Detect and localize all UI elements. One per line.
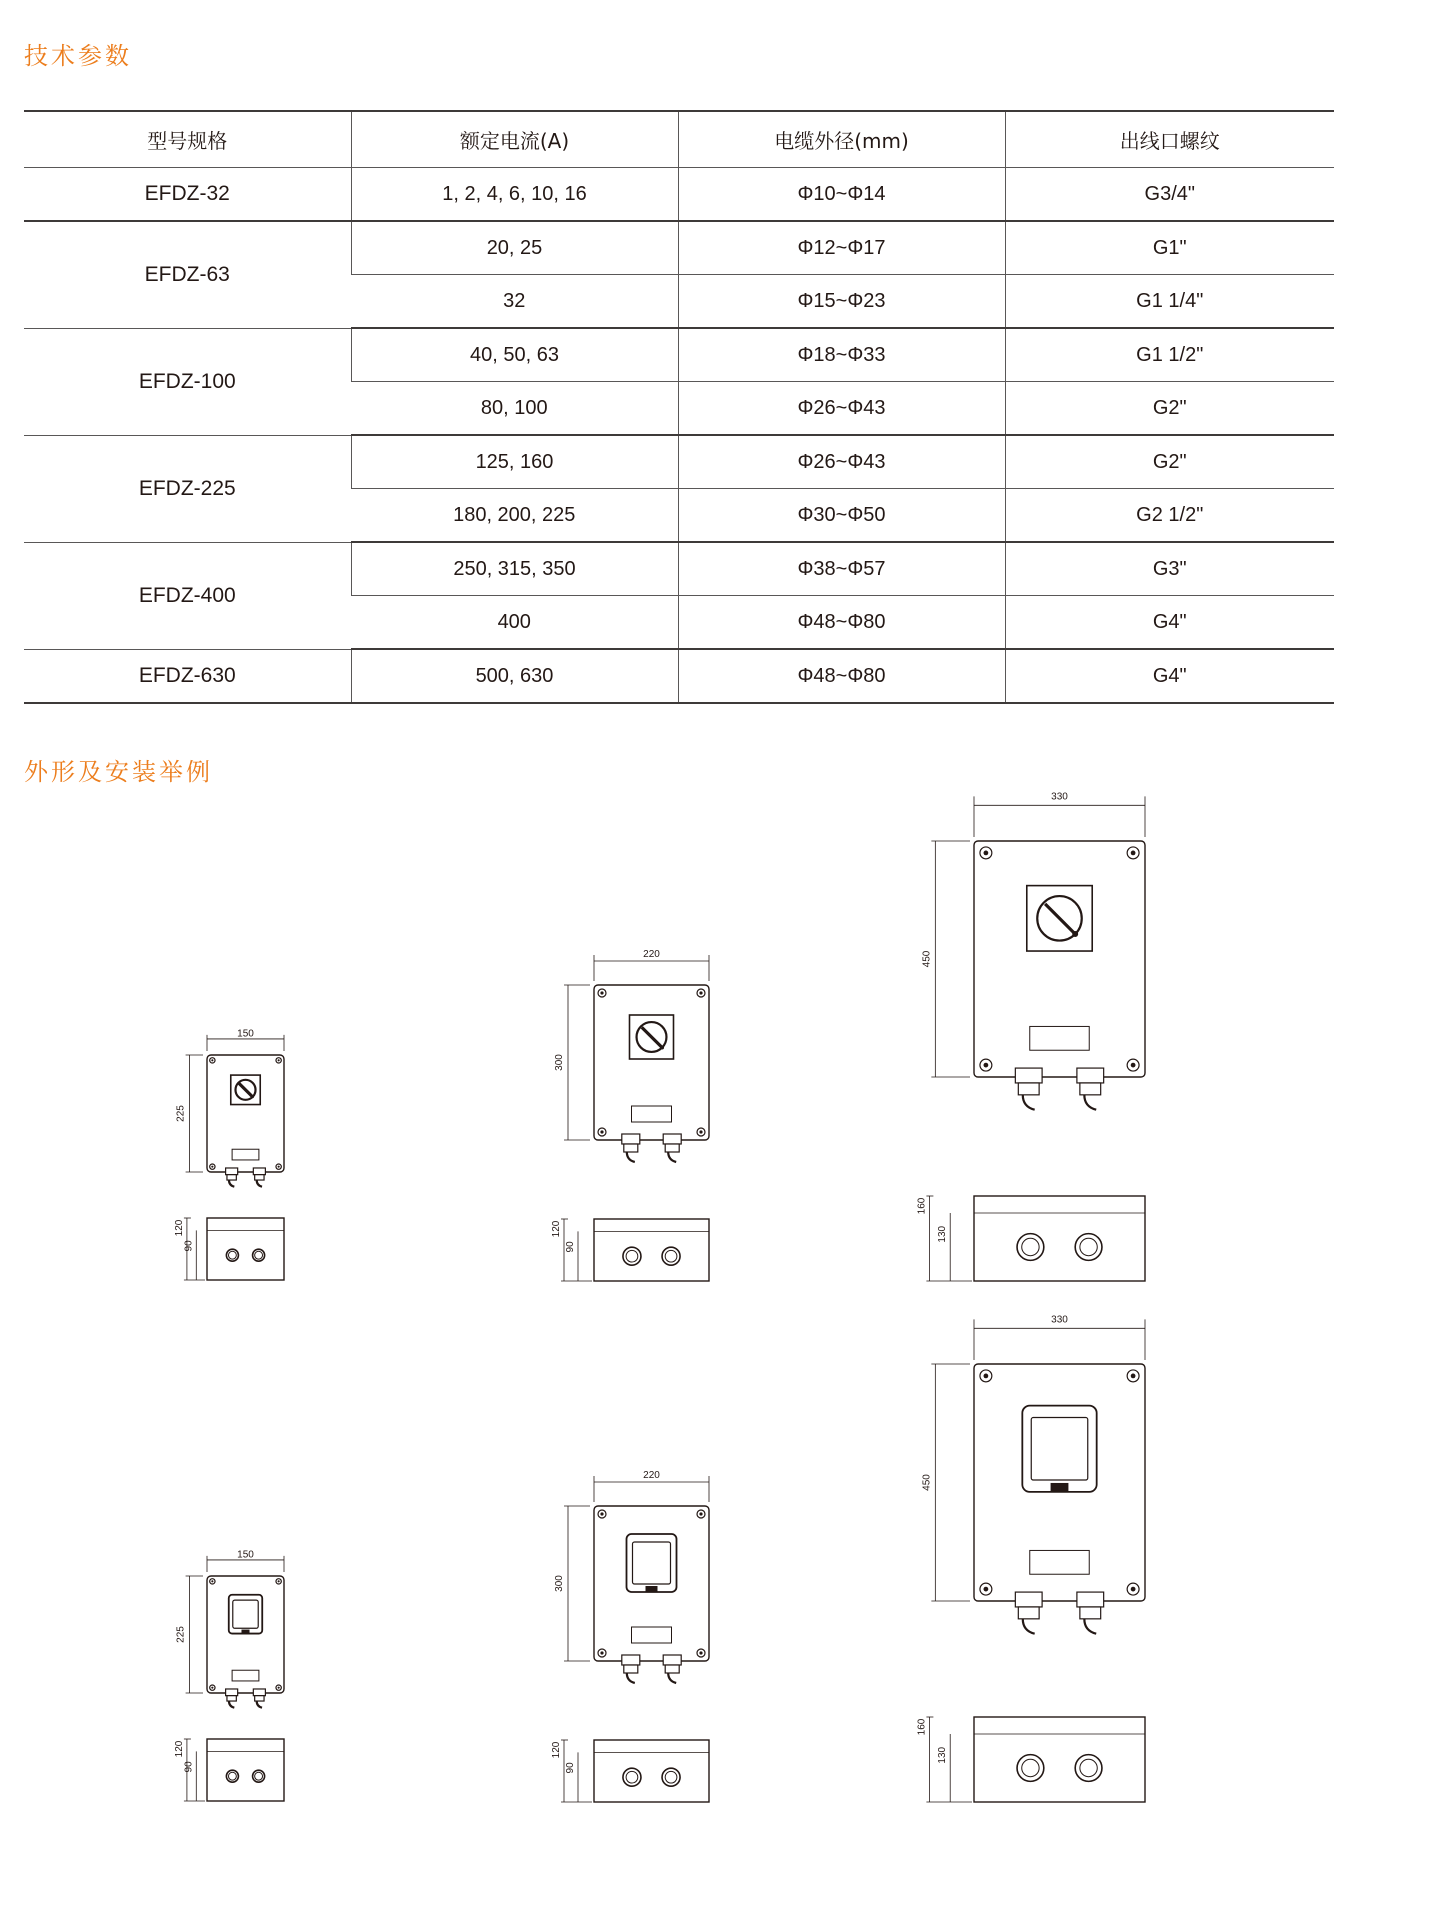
- current-cell: 180, 200, 225: [351, 489, 678, 543]
- cable-gland-icon: [1015, 1592, 1042, 1607]
- cable: [1023, 1619, 1035, 1634]
- cable-gland-icon: [663, 1134, 681, 1144]
- model-cell: EFDZ-400: [24, 542, 351, 649]
- model-cell: EFDZ-225: [24, 435, 351, 542]
- thread-cell: G3/4": [1005, 168, 1334, 222]
- gland-opening-inner: [1080, 1238, 1097, 1255]
- cable: [627, 1673, 635, 1683]
- thread-cell: G4": [1005, 649, 1334, 703]
- model-cell: EFDZ-100: [24, 328, 351, 435]
- cable: [229, 1701, 234, 1708]
- current-cell: 20, 25: [351, 221, 678, 275]
- cable-cell: Φ26~Φ43: [678, 382, 1005, 436]
- cable-gland-nut: [227, 1696, 236, 1701]
- side-view-body: [594, 1740, 709, 1802]
- width-dimension-label: 150: [237, 1549, 254, 1561]
- cable-gland-icon: [1077, 1068, 1104, 1083]
- screw-center: [211, 1166, 213, 1168]
- side-view-body: [974, 1717, 1145, 1802]
- model-cell: EFDZ-32: [24, 168, 351, 222]
- gland-opening-inner: [255, 1772, 263, 1780]
- side-view-body: [594, 1219, 709, 1281]
- window-latch: [646, 1586, 658, 1592]
- thread-cell: G2": [1005, 435, 1334, 489]
- cable: [229, 1180, 234, 1187]
- depth-body-label: 90: [183, 1761, 195, 1773]
- cable-gland-nut: [1018, 1607, 1039, 1619]
- screw-center: [211, 1687, 213, 1689]
- thread-cell: G2 1/2": [1005, 489, 1334, 543]
- depth-body-label: 130: [937, 1746, 949, 1764]
- depth-total-label: 160: [916, 1197, 928, 1215]
- screw-center: [984, 1374, 989, 1379]
- thread-cell: G1 1/2": [1005, 328, 1334, 382]
- width-dimension-label: 220: [643, 949, 660, 960]
- model-cell: EFDZ-630: [24, 649, 351, 703]
- nameplate: [632, 1106, 672, 1122]
- cable-gland-icon: [226, 1689, 238, 1696]
- thread-cell: G4": [1005, 596, 1334, 650]
- cable-gland-nut: [665, 1144, 679, 1152]
- screw-center: [600, 1512, 603, 1515]
- cable-gland-nut: [1080, 1083, 1101, 1095]
- cable-gland-nut: [1018, 1083, 1039, 1095]
- gland-opening-inner: [1080, 1759, 1097, 1776]
- header-thread: 出线口螺纹: [1005, 111, 1334, 168]
- cable-gland-icon: [663, 1655, 681, 1665]
- width-dimension-label: 150: [237, 1028, 254, 1040]
- screw-center: [1131, 851, 1136, 856]
- header-model: 型号规格: [24, 111, 351, 168]
- depth-total-label: 120: [173, 1219, 185, 1237]
- cable-gland-icon: [622, 1655, 640, 1665]
- screw-center: [1131, 1587, 1136, 1592]
- cable: [257, 1180, 262, 1187]
- rotary-dot: [251, 1096, 254, 1099]
- gland-opening-inner: [255, 1251, 263, 1259]
- screw-center: [699, 1651, 702, 1654]
- enclosure-drawing: [916, 1314, 1145, 1802]
- depth-total-label: 160: [916, 1718, 928, 1736]
- cable: [668, 1152, 676, 1162]
- cable-gland-nut: [624, 1665, 638, 1673]
- table-row: [24, 221, 1334, 275]
- depth-total-label: 120: [173, 1740, 185, 1758]
- side-view-body: [207, 1218, 284, 1280]
- screw-center: [1131, 1374, 1136, 1379]
- thread-cell: G1": [1005, 221, 1334, 275]
- screw-center: [699, 1512, 702, 1515]
- screw-center: [984, 1063, 989, 1068]
- depth-body-label: 90: [565, 1762, 576, 1774]
- cable-cell: Φ38~Φ57: [678, 542, 1005, 596]
- cable-cell: Φ18~Φ33: [678, 328, 1005, 382]
- cable-gland-nut: [665, 1665, 679, 1673]
- height-dimension-label: 225: [175, 1626, 187, 1643]
- depth-body-label: 90: [565, 1241, 576, 1253]
- side-view-body: [974, 1196, 1145, 1281]
- spec-section-title: 技术参数: [24, 42, 132, 70]
- enclosure-drawing: [916, 791, 1145, 1281]
- current-cell: 250, 315, 350: [351, 542, 678, 596]
- cable-cell: Φ15~Φ23: [678, 275, 1005, 329]
- header-current: 额定电流(A): [351, 111, 678, 168]
- table-row: [24, 649, 1334, 703]
- window-latch: [1051, 1483, 1069, 1492]
- cable-cell: Φ48~Φ80: [678, 596, 1005, 650]
- cable-cell: Φ12~Φ17: [678, 221, 1005, 275]
- gland-opening-inner: [1022, 1759, 1039, 1776]
- installation-drawings: [0, 780, 1443, 1910]
- nameplate: [1030, 1026, 1089, 1050]
- table-row: [24, 168, 1334, 222]
- gland-opening-inner: [665, 1771, 677, 1783]
- depth-total-label: 120: [551, 1741, 562, 1759]
- window-pane: [1031, 1418, 1088, 1480]
- depth-body-label: 130: [937, 1225, 949, 1243]
- cable-gland-icon: [622, 1134, 640, 1144]
- screw-center: [984, 1587, 989, 1592]
- nameplate: [232, 1149, 259, 1160]
- cable: [257, 1701, 262, 1708]
- cable-gland-icon: [253, 1168, 265, 1175]
- cable-gland-nut: [255, 1175, 264, 1180]
- window-latch: [241, 1630, 249, 1634]
- thread-cell: G2": [1005, 382, 1334, 436]
- cable-gland-icon: [1015, 1068, 1042, 1083]
- screw-center: [278, 1059, 280, 1061]
- gland-opening-inner: [626, 1250, 638, 1262]
- enclosure-drawing: [174, 1028, 284, 1280]
- height-dimension-label: 450: [921, 1474, 933, 1491]
- current-cell: 400: [351, 596, 678, 650]
- nameplate: [232, 1670, 259, 1681]
- screw-center: [699, 991, 702, 994]
- cable-gland-icon: [253, 1689, 265, 1696]
- cable: [1023, 1095, 1035, 1110]
- cable-gland-nut: [1080, 1607, 1101, 1619]
- cable-gland-nut: [624, 1144, 638, 1152]
- rotary-dot: [660, 1046, 664, 1050]
- screw-center: [278, 1687, 280, 1689]
- cable: [1084, 1095, 1096, 1110]
- gland-opening-inner: [228, 1772, 236, 1780]
- cable-cell: Φ26~Φ43: [678, 435, 1005, 489]
- width-dimension-label: 330: [1051, 1314, 1068, 1326]
- screw-center: [600, 991, 603, 994]
- header-cable: 电缆外径(mm): [678, 111, 1005, 168]
- spec-table: [24, 110, 1334, 704]
- screw-center: [211, 1580, 213, 1582]
- screw-center: [600, 1130, 603, 1133]
- depth-body-label: 90: [183, 1240, 195, 1252]
- cable-gland-icon: [1077, 1592, 1104, 1607]
- current-cell: 500, 630: [351, 649, 678, 703]
- screw-center: [278, 1166, 280, 1168]
- enclosure-drawing: [174, 1549, 284, 1801]
- current-cell: 1, 2, 4, 6, 10, 16: [351, 168, 678, 222]
- cable-cell: Φ10~Φ14: [678, 168, 1005, 222]
- current-cell: 80, 100: [351, 382, 678, 436]
- height-dimension-label: 300: [554, 1054, 565, 1071]
- height-dimension-label: 450: [921, 950, 933, 968]
- model-cell: EFDZ-63: [24, 221, 351, 328]
- gland-opening-inner: [1022, 1238, 1039, 1255]
- rotary-dot: [1072, 931, 1078, 937]
- cable-gland-icon: [226, 1168, 238, 1175]
- screw-center: [278, 1580, 280, 1582]
- width-dimension-label: 330: [1051, 791, 1068, 803]
- cable-gland-nut: [227, 1175, 236, 1180]
- gland-opening-inner: [626, 1771, 638, 1783]
- screw-center: [984, 851, 989, 856]
- height-dimension-label: 225: [175, 1105, 187, 1122]
- gland-opening-inner: [665, 1250, 677, 1262]
- screw-center: [1131, 1063, 1136, 1068]
- window-pane: [633, 1542, 671, 1584]
- nameplate: [632, 1627, 672, 1643]
- current-cell: 32: [351, 275, 678, 329]
- width-dimension-label: 220: [643, 1470, 660, 1481]
- cable-gland-nut: [255, 1696, 264, 1701]
- table-header-row: [24, 111, 1334, 168]
- height-dimension-label: 300: [554, 1575, 565, 1592]
- current-cell: 40, 50, 63: [351, 328, 678, 382]
- screw-center: [211, 1059, 213, 1061]
- table-row: [24, 328, 1334, 382]
- enclosure-drawing: [551, 1470, 709, 1802]
- cable: [668, 1673, 676, 1683]
- gland-opening-inner: [228, 1251, 236, 1259]
- drawings-section-title: 外形及安装举例: [24, 758, 213, 786]
- depth-total-label: 120: [551, 1220, 562, 1238]
- cable-cell: Φ48~Φ80: [678, 649, 1005, 703]
- cable-cell: Φ30~Φ50: [678, 489, 1005, 543]
- nameplate: [1030, 1550, 1089, 1574]
- table-row: [24, 542, 1334, 596]
- table-row: [24, 435, 1334, 489]
- screw-center: [600, 1651, 603, 1654]
- screw-center: [699, 1130, 702, 1133]
- cable: [627, 1152, 635, 1162]
- cable: [1084, 1619, 1096, 1634]
- enclosure-drawing: [551, 949, 709, 1281]
- side-view-body: [207, 1739, 284, 1801]
- window-pane: [233, 1600, 258, 1628]
- thread-cell: G1 1/4": [1005, 275, 1334, 329]
- thread-cell: G3": [1005, 542, 1334, 596]
- current-cell: 125, 160: [351, 435, 678, 489]
